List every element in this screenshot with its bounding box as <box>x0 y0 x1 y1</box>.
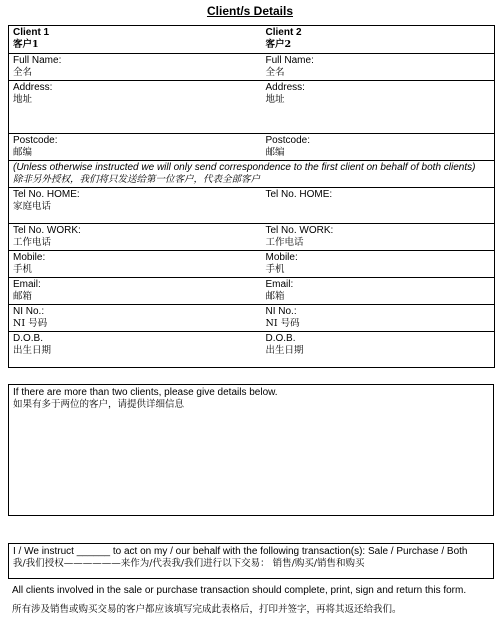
client1-tel-home-field[interactable] <box>9 188 262 224</box>
client1-full-name-field[interactable] <box>9 54 262 81</box>
client1-dob-field[interactable] <box>9 332 262 368</box>
mobile-label: Mobile: <box>13 252 46 263</box>
client-details-table <box>8 25 495 368</box>
dob-label: D.O.B. <box>13 333 44 344</box>
full-name-row <box>9 54 495 81</box>
address-label-zh: 地址 <box>265 94 285 105</box>
tel-work-label: Tel No. WORK: <box>265 225 334 236</box>
email-label-zh: 邮箱 <box>265 291 285 302</box>
email-label-zh: 邮箱 <box>13 291 33 302</box>
ni-row <box>9 305 495 332</box>
client2-label-zh: 客户2 <box>265 39 292 50</box>
instruction-text: I / We instruct ______ to act on my / our behalf with the following transaction(s): Sale / Purchase / Both <box>13 546 468 557</box>
client2-label: Client 2 <box>265 27 302 38</box>
full-name-label: Full Name: <box>265 55 314 66</box>
client2-email-field[interactable] <box>262 278 495 305</box>
client1-email-field[interactable] <box>9 278 262 305</box>
ni-label-zh: NI 号码 <box>265 318 300 329</box>
full-name-label: Full Name: <box>13 55 62 66</box>
client1-label: Client 1 <box>13 27 50 38</box>
client2-full-name-field[interactable] <box>262 54 495 81</box>
client1-header <box>9 26 262 54</box>
full-name-label-zh: 全名 <box>265 67 285 78</box>
mobile-label-zh: 手机 <box>265 264 285 275</box>
client-header-row <box>9 26 495 54</box>
mobile-label-zh: 手机 <box>13 264 33 275</box>
tel-home-row <box>9 188 495 224</box>
postcode-row <box>9 134 495 161</box>
correspondence-notice-row <box>9 161 495 188</box>
client2-tel-home-field[interactable] <box>262 188 495 224</box>
client2-dob-field[interactable] <box>262 332 495 368</box>
dob-label-zh: 出生日期 <box>265 345 304 356</box>
client2-postcode-field[interactable] <box>262 134 495 161</box>
tel-work-label: Tel No. WORK: <box>13 225 81 236</box>
dob-row <box>9 332 495 368</box>
page-title: Client/s Details <box>206 4 294 18</box>
full-name-label-zh: 全名 <box>13 67 33 78</box>
dob-label: D.O.B. <box>265 333 296 344</box>
client2-tel-work-field[interactable] <box>262 224 495 251</box>
address-label: Address: <box>13 82 53 93</box>
postcode-label-zh: 邮编 <box>265 147 285 158</box>
more-clients-text: If there are more than two clients, please give details below. <box>13 387 278 398</box>
instruction-text-zh: 我/我们授权——————来作为/代表我/我们进行以下交易： 销售/购买/销售和购买 <box>13 558 365 569</box>
client2-ni-field[interactable] <box>262 305 495 332</box>
notice-text: (Unless otherwise instructed we will only send correspondence to the first client on behalf of both clients) <box>13 162 476 173</box>
client2-header <box>262 26 495 54</box>
ni-label: NI No.: <box>13 306 45 317</box>
client1-tel-work-field[interactable] <box>9 224 262 251</box>
additional-clients-box[interactable] <box>8 384 494 516</box>
client1-mobile-field[interactable] <box>9 251 262 278</box>
tel-work-label-zh: 工作电话 <box>13 237 52 248</box>
tel-home-label: Tel No. HOME: <box>265 189 333 200</box>
notice-text-zh: 除非另外授权，我们将只发送给第一位客户，代表全部客户 <box>13 174 261 185</box>
footer-note: All clients involved in the sale or purchase transaction should complete, print, sign and return this form. <box>12 585 467 596</box>
ni-label-zh: NI 号码 <box>13 318 48 329</box>
postcode-label-zh: 邮编 <box>13 147 33 158</box>
correspondence-notice <box>9 161 495 188</box>
client1-label-zh: 客户1 <box>13 39 39 50</box>
tel-work-label-zh: 工作电话 <box>265 237 304 248</box>
footer-note-zh: 所有涉及销售或购买交易的客户都应该填写完成此表格后，打印并签字，再将其返还给我们。 <box>12 604 402 615</box>
email-label: Email: <box>13 279 41 290</box>
email-row <box>9 278 495 305</box>
client1-ni-field[interactable] <box>9 305 262 332</box>
client1-postcode-field[interactable] <box>9 134 262 161</box>
tel-home-label-zh: 家庭电话 <box>13 201 52 212</box>
more-clients-text-zh: 如果有多于两位的客户，请提供详细信息 <box>13 399 185 410</box>
email-label: Email: <box>265 279 294 290</box>
ni-label: NI No.: <box>265 306 297 317</box>
postcode-label: Postcode: <box>265 135 310 146</box>
mobile-label: Mobile: <box>265 252 298 263</box>
postcode-label: Postcode: <box>13 135 58 146</box>
client1-address-field[interactable] <box>9 81 262 134</box>
mobile-row <box>9 251 495 278</box>
client2-mobile-field[interactable] <box>262 251 495 278</box>
address-row <box>9 81 495 134</box>
address-label: Address: <box>265 82 305 93</box>
client2-address-field[interactable] <box>262 81 495 134</box>
tel-work-row <box>9 224 495 251</box>
tel-home-label: Tel No. HOME: <box>13 189 80 200</box>
instruction-box[interactable] <box>8 543 494 579</box>
dob-label-zh: 出生日期 <box>13 345 52 356</box>
address-label-zh: 地址 <box>13 94 33 105</box>
